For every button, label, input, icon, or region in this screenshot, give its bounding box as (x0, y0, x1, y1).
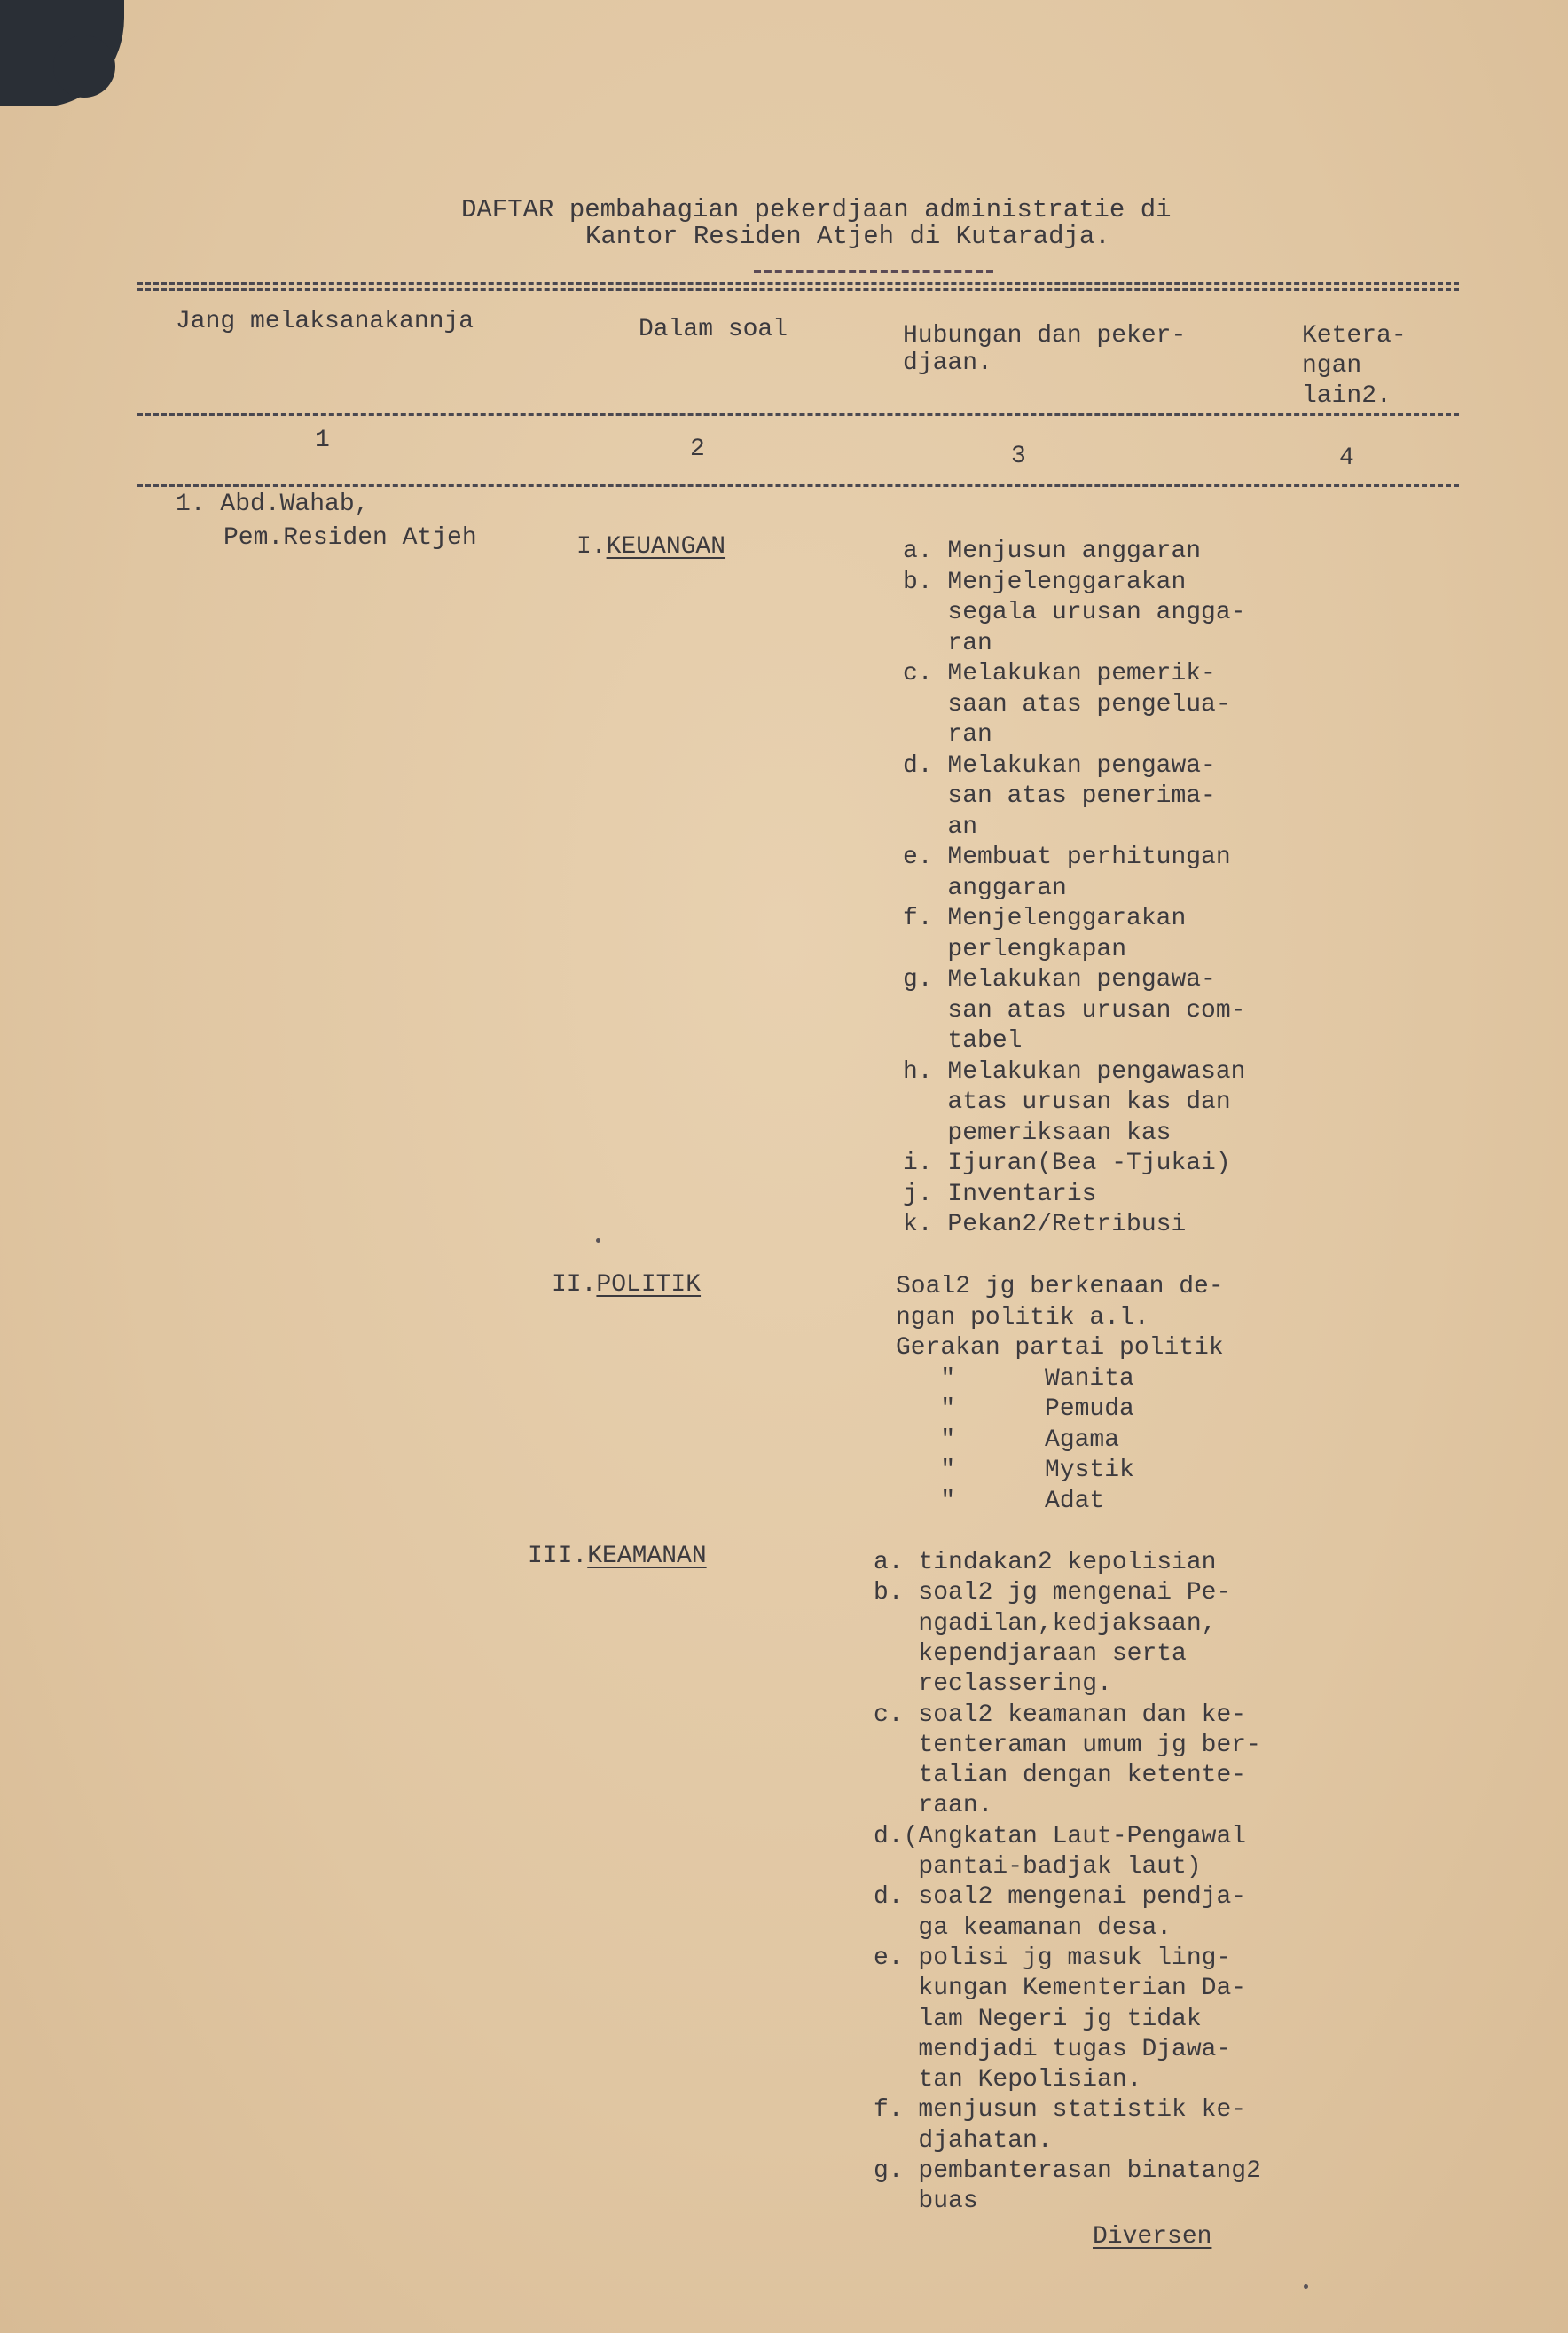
section-1-line: tabel (903, 1027, 1023, 1055)
section-1-line: san atas penerima- (903, 782, 1216, 810)
section-3-line: e. polisi jg masuk ling- (874, 1944, 1232, 1972)
column-number-4: 4 (1339, 444, 1354, 472)
section-3-line: f. menjusun statistik ke- (874, 2096, 1247, 2125)
header-col2: Dalam soal (639, 316, 788, 343)
section-3-title: KEAMANAN (587, 1543, 707, 1570)
section-1-line: pemeriksaan kas (903, 1119, 1172, 1147)
header-mid-rule (137, 413, 1459, 416)
column-number-3: 3 (1011, 443, 1026, 470)
column-number-1: 1 (315, 427, 330, 454)
header-col1: Jang melaksanakannja (176, 308, 474, 335)
section-3-line: djahatan. (874, 2126, 1053, 2155)
section-1-line: d. Melakukan pengawa- (903, 751, 1216, 780)
section-3-heading (528, 1542, 707, 1572)
column-number-2: 2 (690, 436, 705, 463)
section-1-line: e. Membuat perhitungan (903, 844, 1231, 871)
section-2-numeral: II. (552, 1271, 597, 1299)
section-2-line: Soal2 jg berkenaan de- (896, 1273, 1224, 1300)
section-1-line: h. Melakukan pengawasan (903, 1057, 1246, 1086)
section-1-line: a. Menjusun anggaran (903, 538, 1202, 565)
paper-speck (596, 1238, 600, 1243)
title-underline (754, 270, 993, 273)
section-1-line: g. Melakukan pengawa- (903, 966, 1216, 994)
section-1-line: i. Ijuran(Bea -Tjukai) (903, 1150, 1231, 1177)
section-3-numeral: III. (528, 1543, 588, 1570)
section-1-line: ran (903, 721, 992, 749)
section-1-line: segala urusan angga- (903, 599, 1246, 626)
section-3-line: mendjadi tugas Djawa- (874, 2035, 1232, 2063)
footer-diversen: Diversen (1093, 2223, 1212, 2251)
section-1-line: anggaran (903, 874, 1067, 902)
section-1-line: saan atas pengelua- (903, 690, 1231, 719)
section-1-line: atas urusan kas dan (903, 1088, 1231, 1116)
title-line-1: DAFTAR pembahagian pekerdjaan administratie di (461, 195, 1172, 224)
section-3-line: kependjaraan serta (874, 1639, 1187, 1668)
section-3-line: reclassering. (874, 1670, 1112, 1699)
section-1-line: c. Melakukan pemerik- (903, 660, 1216, 687)
section-1-heading (576, 532, 725, 562)
section-1-line: j. Inventaris (903, 1180, 1097, 1208)
section-2-line: " Pemuda (896, 1395, 1134, 1423)
header-col4-line1: Ketera- (1302, 322, 1407, 350)
section-2-line: " Agama (896, 1426, 1120, 1454)
section-2-line: " Mystik (896, 1457, 1134, 1484)
section-1-line: k. Pekan2/Retribusi (903, 1211, 1187, 1238)
section-2-line: " Wanita (896, 1364, 1134, 1393)
section-1-line: perlengkapan (903, 935, 1127, 963)
person-line-1: 1. Abd.Wahab, (176, 491, 370, 518)
section-1-line: ran (903, 629, 992, 657)
section-3-line: d. soal2 mengenai pendja- (874, 1883, 1247, 1912)
person-line-2: Pem.Residen Atjeh (223, 524, 477, 552)
section-3-line: lam Negeri jg tidak (874, 2005, 1202, 2033)
header-col4-line2: ngan (1302, 352, 1362, 380)
section-3-line: ngadilan,kedjaksaan, (874, 1609, 1217, 1638)
section-2-line: " Adat (896, 1487, 1105, 1515)
section-3-line: talian dengan ketente- (874, 1762, 1247, 1790)
section-1-line: san atas urusan com- (903, 996, 1246, 1025)
title-line-2: Kantor Residen Atjeh di Kutaradja. (585, 222, 1110, 251)
section-3-line: ga keamanan desa. (874, 1913, 1172, 1942)
header-top-rule (137, 282, 1459, 291)
section-3-line: tenteraman umum jg ber- (874, 1731, 1261, 1759)
header-col4-line3: lain2. (1302, 382, 1392, 410)
header-col3-line1: Hubungan dan peker- (903, 322, 1187, 350)
section-2-line: ngan politik a.l. (896, 1303, 1149, 1331)
section-3-line: d.(Angkatan Laut-Pengawal (874, 1822, 1247, 1850)
header-bottom-rule (137, 484, 1459, 487)
section-2-heading (552, 1270, 701, 1300)
section-2-line: Gerakan partai politik (896, 1334, 1224, 1362)
section-3-line: kungan Kementerian Da- (874, 1975, 1247, 2003)
section-3-line: pantai-badjak laut) (874, 1853, 1202, 1881)
section-1-numeral: I. (576, 533, 607, 561)
section-1-line: b. Menjelenggarakan (903, 568, 1187, 596)
header-col3-line2: djaan. (903, 350, 992, 377)
section-3-line: a. tindakan2 kepolisian (874, 1549, 1217, 1576)
section-1-title: KEUANGAN (606, 533, 726, 561)
section-1-line: f. Menjelenggarakan (903, 905, 1187, 932)
section-3-line: tan Kepolisian. (874, 2066, 1142, 2094)
corner-stain-spot (53, 35, 115, 98)
section-3-line: raan. (874, 1792, 993, 1820)
section-3-line: g. pembanterasan binatang2 (874, 2157, 1261, 2185)
paper-speck (1304, 2284, 1308, 2289)
section-2-title: POLITIK (596, 1271, 702, 1299)
section-3-line: c. soal2 keamanan dan ke- (874, 1701, 1247, 1729)
section-3-line: b. soal2 jg mengenai Pe- (874, 1579, 1232, 1607)
section-3-line: buas (874, 2188, 978, 2216)
section-1-line: an (903, 813, 978, 841)
